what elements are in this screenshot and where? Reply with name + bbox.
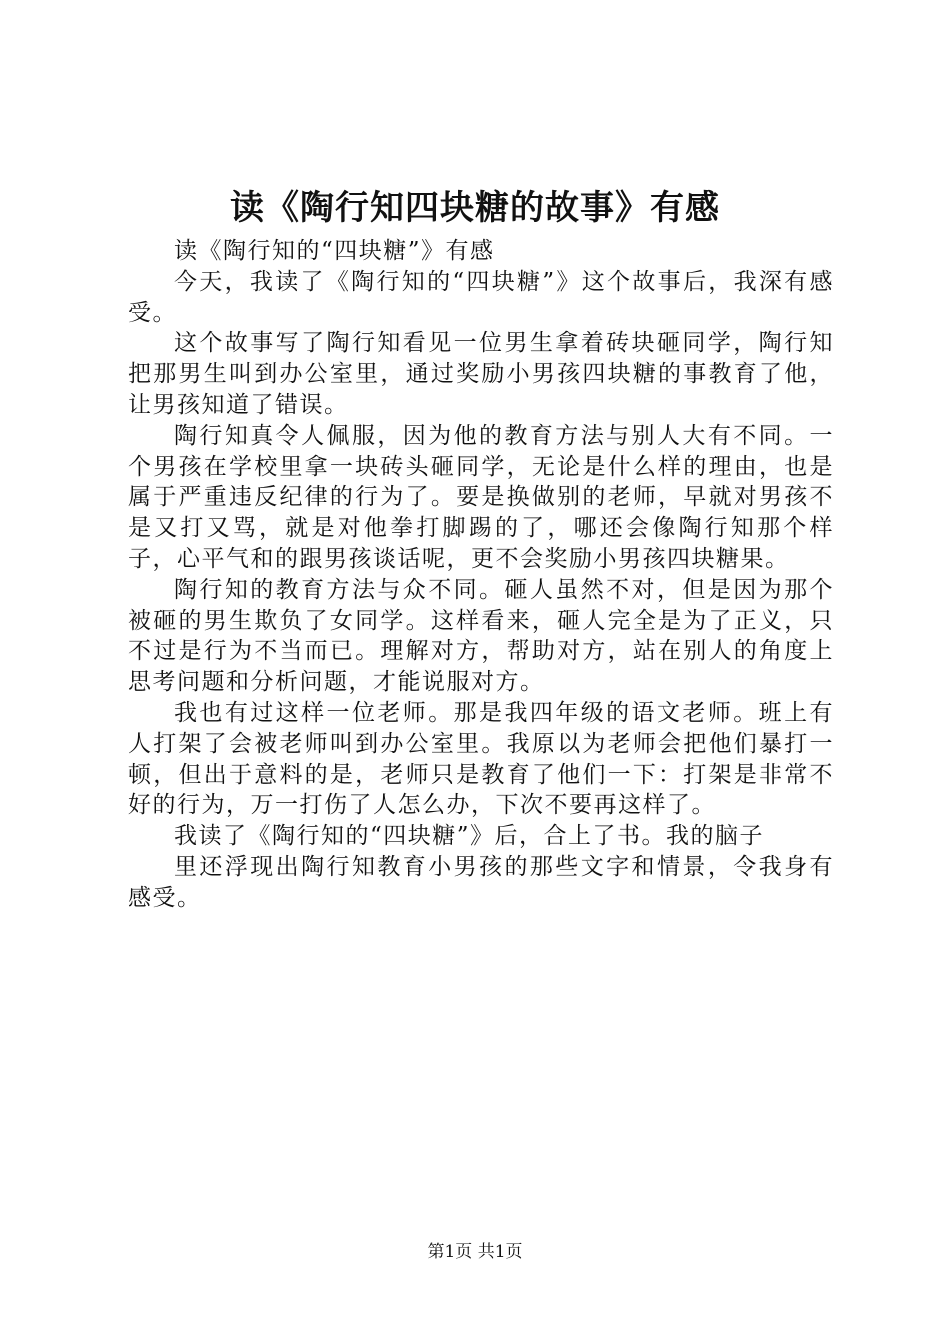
page-footer: 第1页 共1页 xyxy=(427,1242,523,1262)
paragraph: 今天，我读了《陶行知的“四块糖”》这个故事后，我深有感受。 xyxy=(128,268,834,326)
paragraph: 这个故事写了陶行知看见一位男生拿着砖块砸同学，陶行知把那男生叫到办公室里，通过奖励小男孩四块糖的事教育了他，让男孩知道了错误。 xyxy=(128,330,834,418)
paragraph-heading: 读《陶行知的“四块糖”》有感 xyxy=(174,238,495,264)
paragraph: 我读了《陶行知的“四块糖”》后，合上了书。我的脑子 xyxy=(174,823,765,850)
paragraph: 里还浮现出陶行知教育小男孩的那些文字和情景，令我身有感受。 xyxy=(128,853,834,911)
document-title: 读《陶行知四块糖的故事》有感 xyxy=(230,188,720,228)
document-body xyxy=(128,236,834,914)
paragraph: 我也有过这样一位老师。那是我四年级的语文老师。班上有人打架了会被老师叫到办公室里。我原以为老师会把他们暴打一顿，但出于意料的是，老师只是教育了他们一下：打架是非常不好的行为，万一打伤了人怎么办，下次不要再这样了。 xyxy=(128,699,834,819)
paragraph: 陶行知真令人佩服，因为他的教育方法与别人大有不同。一个男孩在学校里拿一块砖头砸同学，无论是什么样的理由，也是属于严重违反纪律的行为了。要是换做别的老师，早就对男孩不是又打又骂，就是对他拳打脚踢的了，哪还会像陶行知那个样子，心平气和的跟男孩谈话呢，更不会奖励小男孩四块糖果。 xyxy=(128,422,834,572)
paragraph: 陶行知的教育方法与众不同。砸人虽然不对，但是因为那个被砸的男生欺负了女同学。这样看来，砸人完全是为了正义，只不过是行为不当而已。理解对方，帮助对方，站在别人的角度上思考问题和分析问题，才能说服对方。 xyxy=(128,576,834,696)
